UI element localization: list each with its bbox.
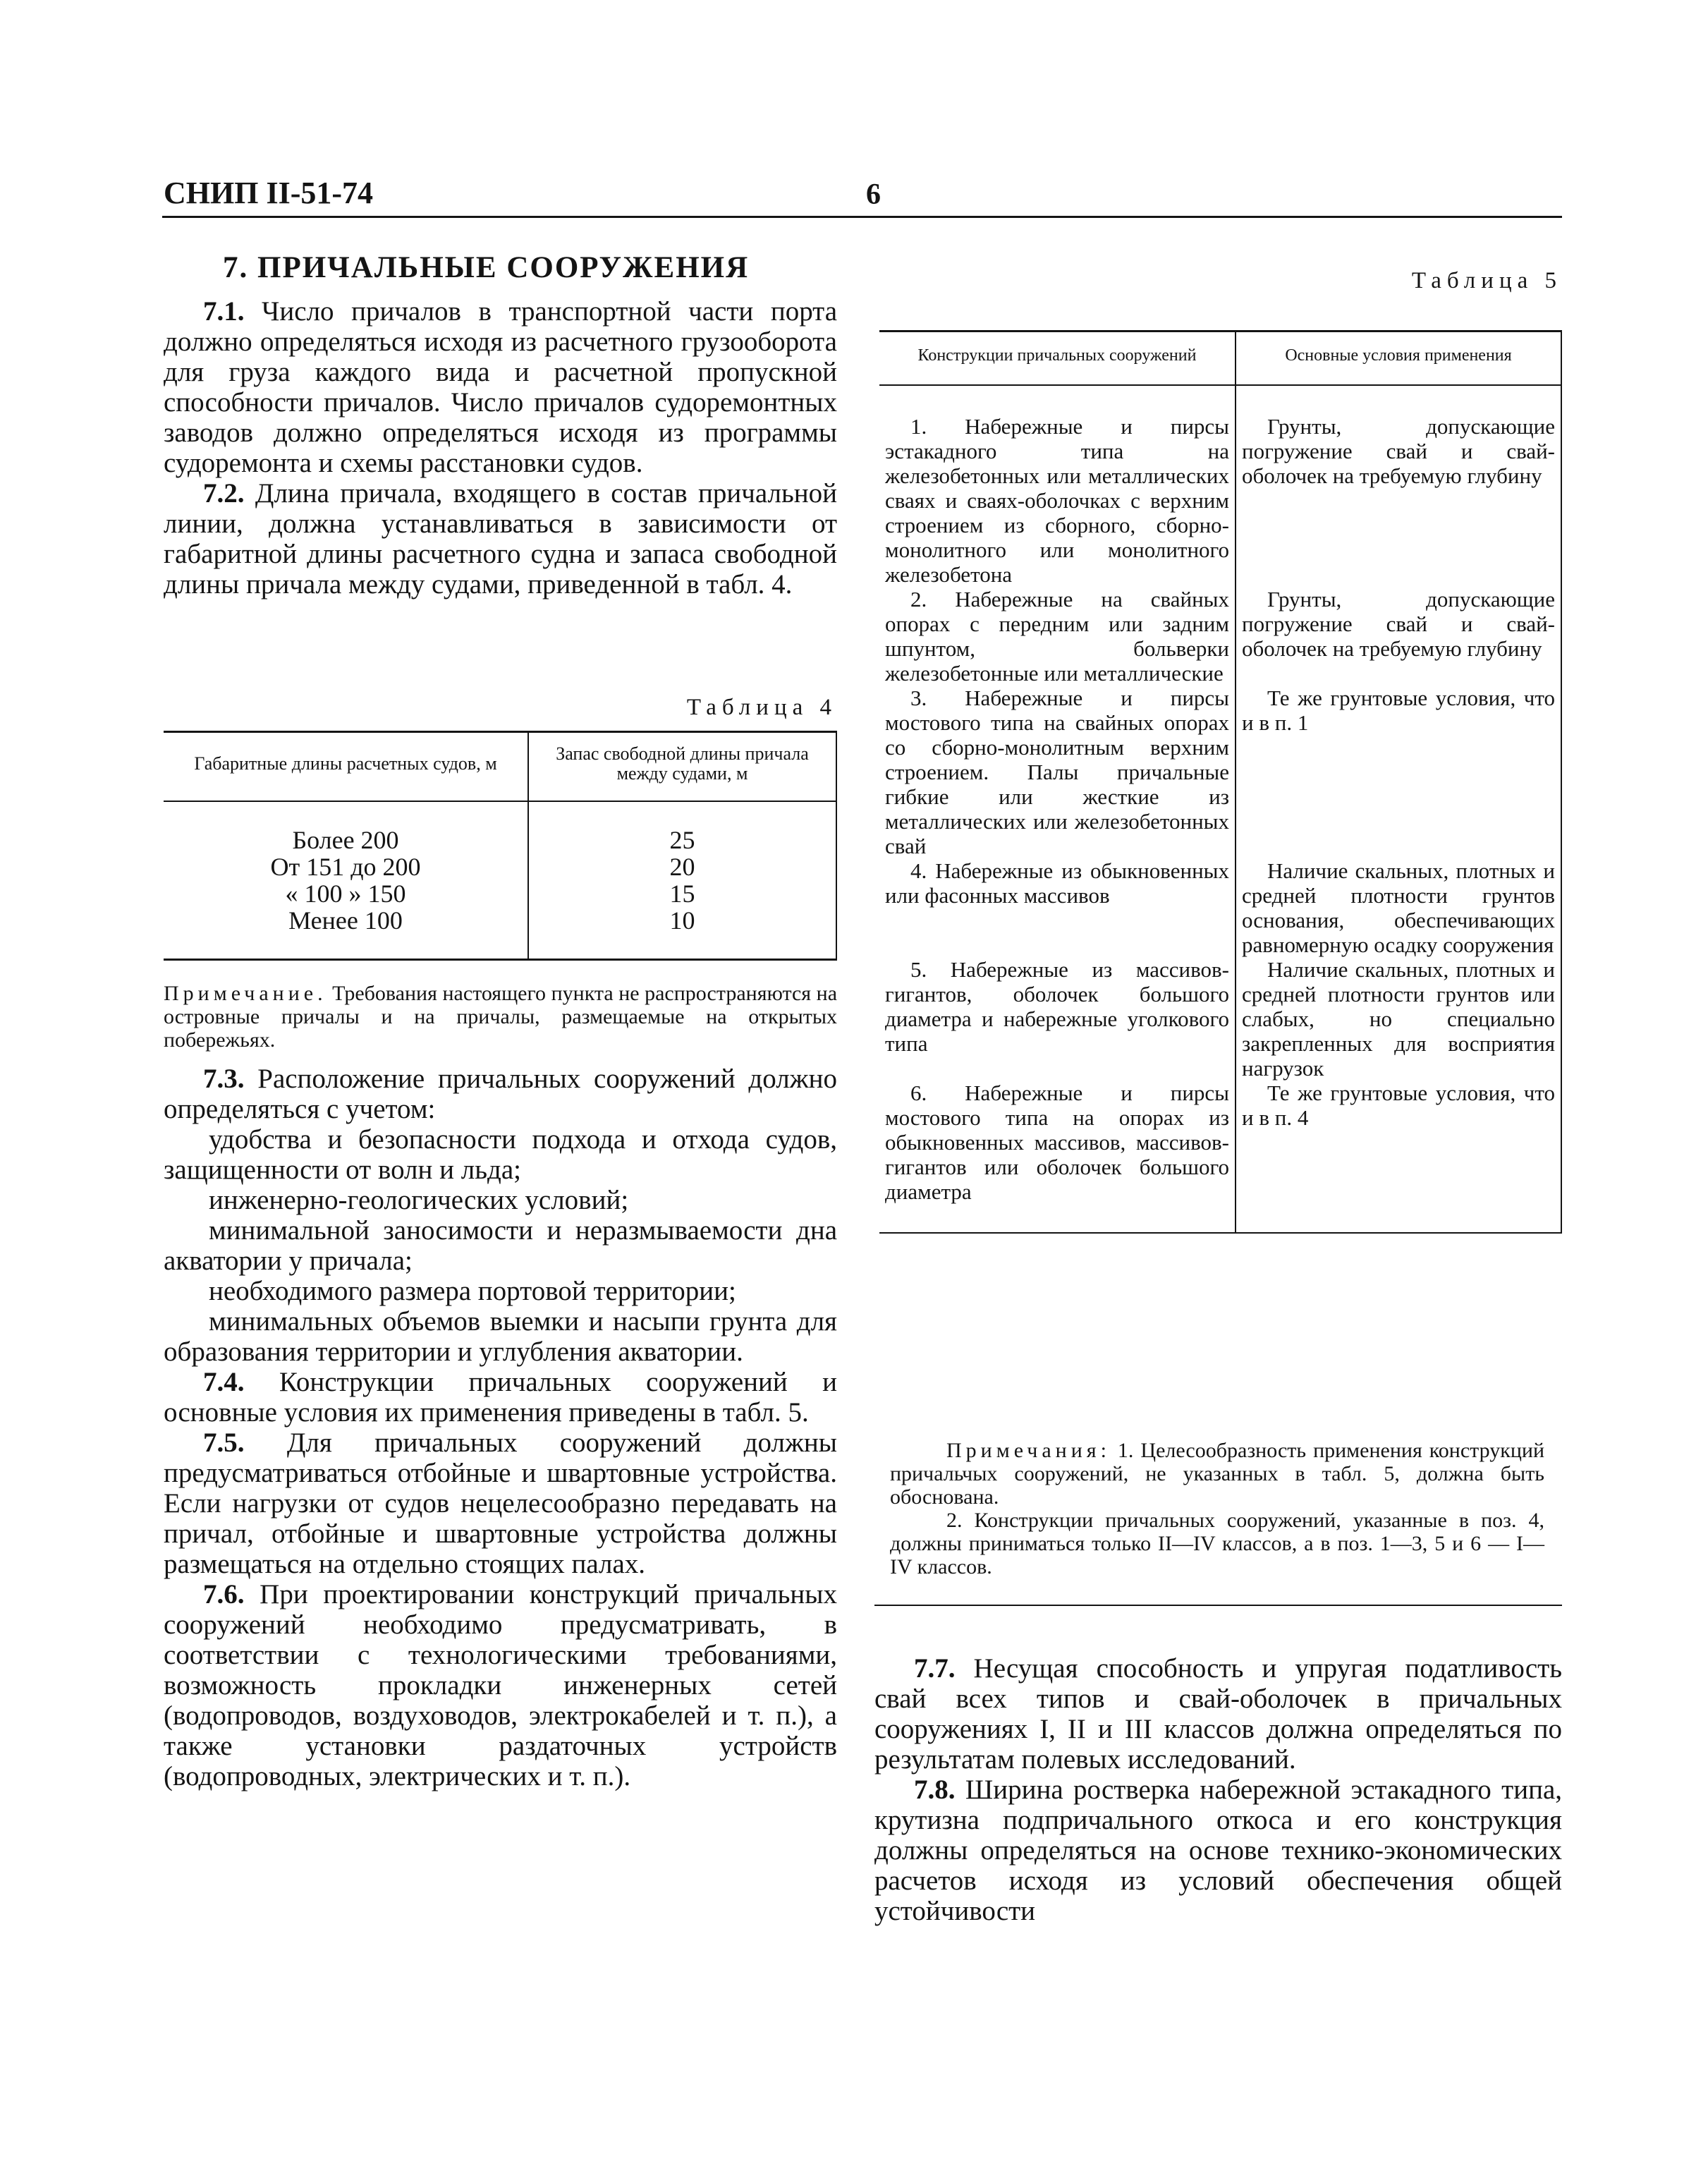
paragraph-7-5: 7.5. Для причальных сооружений должны предусматриваться отбойные и швартовные устройства. Если нагрузки от судов нецелесообразно передавать на причал, отбойные и швартовные устройства должны размещаться на отдельно стоящих палах. (164, 1428, 837, 1579)
left-column-upper (164, 296, 837, 600)
table5-caption: Таблица 5 (1411, 268, 1562, 293)
table-row: 6. Набережные и пирсы мостового типа на опорах из обыкновенных массивов, массивов-гигантов или оболочек большого диаметра Те же грунтовые условия, что и в п. 4 (879, 1081, 1561, 1204)
table4-note: Примечание. Требования настоящего пункта не распространяются на островные причалы и на причалы, размещаемые на открытых побережьях. (164, 982, 838, 1052)
table5-header-conditions: Основные условия применения (1236, 331, 1561, 386)
list-item: удобства и безопасности подхода и отхода судов, защищенности от волн и льда; (164, 1124, 837, 1185)
table5-notes (890, 1439, 1544, 1578)
section-title: 7. ПРИЧАЛЬНЫЕ СООРУЖЕНИЯ (223, 251, 750, 284)
table5-bottom-rule (874, 1605, 1562, 1606)
table-4 (164, 731, 837, 961)
table4-header-length: Габаритные длины расчетных судов, м (164, 732, 528, 802)
list-item: минимальных объемов выемки и насыпи грунта для образования территории и углубления акватории. (164, 1306, 837, 1367)
table-row: 3. Набережные и пирсы мостового типа на свайных опорах со сборно-монолитным верхним строением. Палы причальные гибкие или жесткие из металлических или железобетонных свай Те же грунтовые условия, что и в п. 1 (879, 686, 1561, 858)
table5-note-2: 2. Конструкции причальных сооружений, указанные в поз. 4, должны приниматься только II—IV классов, а в поз. 1—3, 5 и 6 — I—IV классов. (890, 1509, 1544, 1578)
left-column-lower (164, 1064, 837, 1791)
table-row: 5. Набережные из массивов-гигантов, оболочек большого диаметра и набережные уголкового типа Наличие скальных, плотных и средней плотности грунтов или слабых, но специально закрепленных для восприятия нагрузок (879, 957, 1561, 1081)
list-item: необходимого размера портовой территории; (209, 1276, 736, 1306)
table-row: 2. Набережные на свайных опорах с передним или задним шпунтом, больверки железобетонные или металлические Грунты, допускающие погружение свай и свай-оболочек на требуемую глубину (879, 587, 1561, 686)
list-item: инженерно-геологических условий; (209, 1185, 629, 1215)
table-row: 4. Набережные из обыкновенных или фасонных массивов Наличие скальных, плотных и средней плотности грунтов основания, обеспечивающих равномерную осадку сооружения (879, 858, 1561, 957)
paragraph-7-4: 7.4. Конструкции причальных сооружений и основные условия их применения приведены в табл. 5. (164, 1367, 837, 1428)
paragraph-7-1: 7.1. Число причалов в транспортной части порта должно определяться исходя из расчетного грузооборота для груза каждого вида и расчетной пропускной способности причалов. Число причалов судоремонтных заводов должно определяться исходя из программы судоремонта и схемы расстановки судов. (164, 296, 838, 478)
paragraph-7-8: 7.8. Ширина ростверка набережной эстакадного типа, крутизна подпричального откоса и его конструкция должны определяться на основе технико-экономических расчетов исходя из условий обеспечения общей устойчивости (874, 1775, 1562, 1926)
page-number: 6 (866, 178, 881, 211)
table-row: 1. Набережные и пирсы эстакадного типа на железобетонных или металлических сваях и сваях-оболочках с верхним строением из сборного, сборно-монолитного или монолитного железобетона Грунты, допускающие погружение свай и свай-оболочек на требуемую глубину (879, 414, 1561, 587)
paragraph-7-3: 7.3. Расположение причальных сооружений должно определяться с учетом: (164, 1064, 838, 1124)
list-item: минимальной заносимости и неразмываемости дна акватории у причала; (164, 1215, 837, 1276)
document-code: СНИП II-51-74 (164, 176, 373, 210)
table4-caption: Таблица 4 (686, 695, 837, 720)
right-column-lower (874, 1653, 1562, 1926)
paragraph-7-7: 7.7. Несущая способность и упругая податливость свай всех типов и свай-оболочек в причальных сооружениях I, II и III классов должна определяться по результатам полевых исследований. (874, 1653, 1562, 1775)
table4-header-reserve: Запас свободной длины причала между судами, м (528, 732, 836, 802)
header-rule (162, 216, 1562, 218)
table-row: « 100 » 150 15 (164, 880, 836, 907)
paragraph-7-6: 7.6. При проектировании конструкций причальных сооружений необходимо предусматривать, в соответствии с технологическими требованиями, возможность прокладки инженерных сетей (водопроводов, воздуховодов, электрокабелей и т. п.), а также установки раздаточных устройств (водопроводных, электрических и т. п.). (164, 1579, 838, 1791)
table5-note-1: Примечания: 1. Целесообразность применения конструкций причальчых сооружений, не указанных в табл. 5, должна быть обоснована. (890, 1439, 1544, 1509)
table-5 (879, 330, 1562, 1234)
table5-header-construction: Конструкции причальных сооружений (879, 331, 1236, 386)
table-row: От 151 до 200 20 (164, 853, 836, 880)
table-row: Более 200 25 (164, 827, 836, 853)
table-row: Менее 100 10 (164, 907, 836, 934)
paragraph-7-2: 7.2. Длина причала, входящего в состав причальной линии, должна устанавливаться в зависимости от габаритной длины расчетного судна и запаса свободной длины причала между судами, приведенной в табл. 4. (164, 478, 837, 600)
